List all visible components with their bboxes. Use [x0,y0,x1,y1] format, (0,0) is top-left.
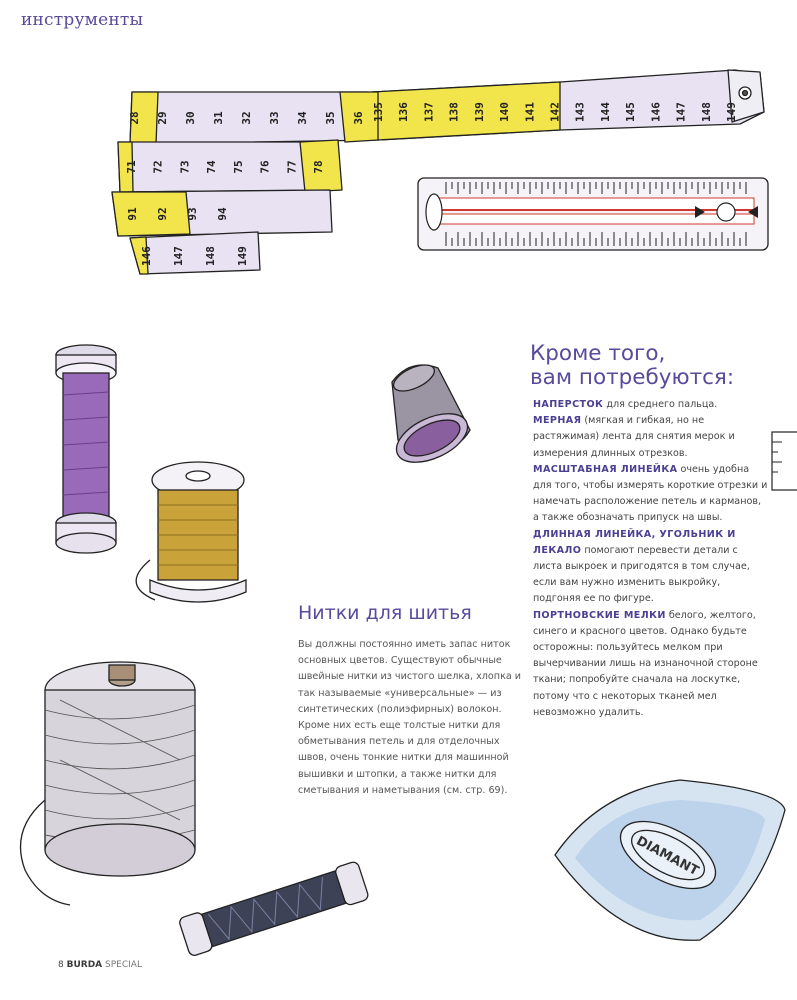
tape-number-label: 92 [156,207,169,221]
thimble-illustration [389,360,475,473]
tape-number-label: 72 [151,160,165,174]
tape-number-label: 147 [172,246,185,266]
tape-number-label: 28 [128,111,141,125]
tape-number-label: 91 [126,207,139,221]
text-scale-ruler: очень удобна для того, чтобы измерять короткие отрезки и намечать расположение петель и карманов, а также обозначать припуск на швы. [533,463,768,524]
title-line-2: вам потребуются: [530,365,735,390]
tape-number-label: 145 [624,102,638,122]
tape-number-label: 136 [397,102,411,122]
tape-number-label: 74 [205,160,219,174]
tape-number-label: 73 [178,160,192,174]
tape-number-label: 142 [548,102,562,122]
text-tape-measure: (мягкая и гибкая, но не растяжимая) лента для снятия мерок и измерения длинных отрезков. [533,415,735,459]
tape-number-label: 149 [725,102,738,122]
tape-number-label: 138 [447,102,461,122]
tape-number-label: 94 [216,207,229,221]
text-long-ruler: помогают перевести детали с листа выкроек и пригодятся в том случае, если вам нужно изменить выкройку, подгоняя ее по фигуре. [533,544,750,605]
tape-number-label: 135 [372,102,385,122]
tape-number-label: 29 [156,111,169,125]
page-number: 8 [58,960,64,970]
tape-number-label: 146 [140,246,153,266]
term-tailors-chalk: ПОРТНОВСКИЕ МЕЛКИ [533,609,666,621]
tape-number-label: 140 [498,102,512,122]
additional-tools-title [530,342,790,390]
purple-thread-spool-illustration [56,345,116,553]
additional-tools-text [533,397,769,721]
scale-ruler-illustration [418,178,768,250]
threads-title: Нитки для шитья [298,602,472,624]
term-thimble: НАПЕРСТОК [533,399,604,410]
section-tag: инструменты [21,10,144,30]
title-line-1: Кроме того, [530,341,666,366]
text-thimble: для среднего пальца. [603,399,718,410]
tape-number-label: 149 [236,246,249,266]
tape-number-label: 93 [186,207,199,221]
term-tape-measure: МЕРНАЯ [533,415,582,427]
term-long-ruler: ДЛИННАЯ ЛИНЕЙКА, УГОЛЬНИК И ЛЕКАЛО [533,528,736,556]
tape-number-label: 139 [472,102,486,122]
tape-number-label: 33 [268,111,281,125]
tape-number-label: 141 [523,102,537,122]
page-footer [58,960,142,970]
tailors-chalk-illustration [555,780,785,940]
tape-number-label: 143 [573,102,587,122]
chalk-brand-label: DIAMANT [633,833,702,880]
tape-number-label: 32 [240,111,253,125]
text-tailors-chalk: белого, желтого, синего и красного цветов. Однако будьте осторожны: пользуйтесь мелком при вычерчивании лишь на изнаночной стороне ткани; попробуйте сначала на лоскутке, потому что с некоторых тканей мел невозможно удалить. [533,609,758,718]
tape-number-label: 35 [324,111,337,125]
term-scale-ruler: МАСШТАБНАЯ ЛИНЕЙКА [533,463,678,475]
footer-suffix: SPECIAL [105,960,142,970]
footer-brand: BURDA [66,960,103,970]
tape-number-label: 71 [125,160,138,174]
dark-thread-spool-illustration [178,861,369,957]
tape-number-label: 137 [422,102,436,122]
threads-text: Вы должны постоянно иметь запас ниток основных цветов. Существуют обычные швейные нитки из чистого шелка, хлопка и так называемые «универсальные» — из синтетических (полиэфирных) волокон. Кроме них есть еще толстые нитки для обметывания петель и для отделочных швов, очень тонкие нитки для машинной вышивки и штопки, а также нитки для сметывания и наметывания (см. стр. 69). [298,639,522,796]
tape-number-label: 148 [699,102,713,122]
tape-number-label: 34 [296,111,309,125]
edge-ruler-illustration [772,432,797,490]
tape-number-label: 75 [231,160,245,174]
tape-number-label: 147 [674,102,688,122]
tape-number-label: 77 [285,160,299,174]
tape-number-label: 148 [204,246,217,266]
tape-number-label: 146 [649,102,663,122]
tape-number-label: 31 [212,111,225,125]
tape-number-label: 30 [184,111,197,125]
tape-number-label: 78 [312,160,325,174]
tape-number-label: 144 [598,102,612,122]
tape-number-label: 76 [258,160,272,174]
tape-number-label: 36 [352,111,365,125]
gold-thread-spool-illustration [136,462,246,602]
beige-thread-spool-illustration [21,662,196,905]
